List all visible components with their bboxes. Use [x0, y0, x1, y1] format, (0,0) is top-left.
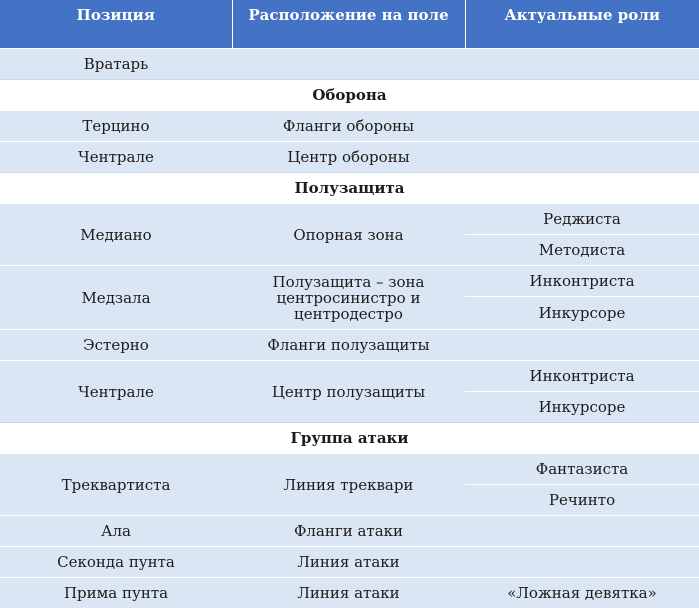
role-cell	[465, 330, 699, 361]
table-row	[0, 330, 699, 361]
position-cell: Треквартиста	[0, 454, 232, 516]
position-cell: Эстерно	[0, 330, 232, 361]
role-cell: Инкурсоре	[465, 392, 699, 423]
table-row	[0, 578, 699, 608]
table-row	[0, 516, 699, 547]
zone-cell: Линия атаки	[232, 578, 465, 608]
header-row	[0, 0, 699, 49]
zone-cell: Центр полузащиты	[232, 361, 465, 423]
role-cell	[465, 516, 699, 547]
role-cell: Фантазиста	[465, 454, 699, 485]
zone-cell: Полузащита – зона центросинистро и центродестро	[232, 266, 465, 330]
header-position: Позиция	[0, 0, 232, 49]
role-cell: «Ложная девятка»	[465, 578, 699, 608]
zone-cell: Опорная зона	[232, 204, 465, 266]
section-row	[0, 80, 699, 111]
table-row	[0, 266, 699, 297]
zone-cell: Линия треквари	[232, 454, 465, 516]
section-title: Полузащита	[0, 173, 699, 204]
zone-cell: Фланги атаки	[232, 516, 465, 547]
role-cell: Речинто	[465, 485, 699, 516]
position-cell: Чентрале	[0, 142, 232, 173]
table-row	[0, 111, 699, 142]
role-cell: Реджиста	[465, 204, 699, 235]
role-cell	[465, 49, 699, 80]
role-cell	[465, 547, 699, 578]
zone-cell: Линия атаки	[232, 547, 465, 578]
section-row	[0, 173, 699, 204]
position-cell: Медзала	[0, 266, 232, 330]
zone-cell: Фланги полузащиты	[232, 330, 465, 361]
section-row	[0, 423, 699, 454]
header-zone: Расположение на поле	[232, 0, 465, 49]
section-title: Группа атаки	[0, 423, 699, 454]
section-title: Оборона	[0, 80, 699, 111]
table-row	[0, 361, 699, 392]
role-cell: Инконтриста	[465, 266, 699, 297]
header-roles: Актуальные роли	[465, 0, 699, 49]
table-row	[0, 454, 699, 485]
position-cell: Ала	[0, 516, 232, 547]
table-row	[0, 49, 699, 80]
role-cell: Инконтриста	[465, 361, 699, 392]
position-cell: Медиано	[0, 204, 232, 266]
role-cell	[465, 111, 699, 142]
zone-cell: Центр обороны	[232, 142, 465, 173]
position-cell: Терцино	[0, 111, 232, 142]
zone-cell: Фланги обороны	[232, 111, 465, 142]
role-cell: Методиста	[465, 235, 699, 266]
position-cell: Прима пунта	[0, 578, 232, 608]
zone-cell	[232, 49, 465, 80]
role-cell: Инкурсоре	[465, 297, 699, 330]
table-row	[0, 204, 699, 235]
table-row	[0, 142, 699, 173]
position-cell: Секонда пунта	[0, 547, 232, 578]
position-cell: Вратарь	[0, 49, 232, 80]
table-row	[0, 547, 699, 578]
position-cell: Чентрале	[0, 361, 232, 423]
role-cell	[465, 142, 699, 173]
